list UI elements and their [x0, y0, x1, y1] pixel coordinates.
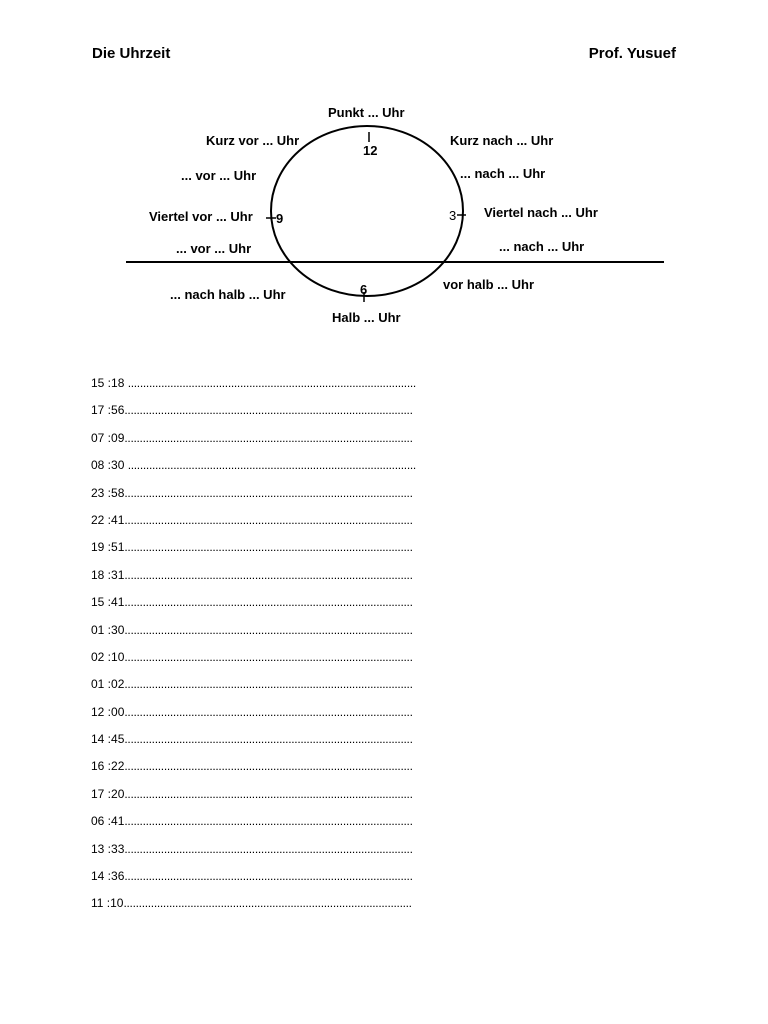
- time-label: 14 :45: [91, 732, 125, 747]
- exercise-row: [91, 785, 416, 812]
- answer-line[interactable]: ...............................................................................................: [127, 376, 416, 390]
- label-vor-upper: ... vor ... Uhr: [181, 168, 257, 183]
- answer-line[interactable]: ...............................................................................................: [124, 649, 413, 664]
- author-name: Prof. Yusuef: [588, 45, 676, 62]
- clock-number-3: 3: [449, 208, 457, 223]
- label-nach-halb: ... nach halb ... Uhr: [170, 287, 286, 302]
- time-label: 17 :56: [91, 403, 125, 418]
- answer-line[interactable]: ...............................................................................................: [124, 485, 413, 500]
- clock-number-12: 12: [363, 143, 378, 158]
- time-label: 15 :18: [91, 376, 128, 390]
- clock-number-6: 6: [360, 282, 368, 297]
- answer-line[interactable]: ...............................................................................................: [124, 759, 413, 774]
- answer-line[interactable]: ...............................................................................................: [124, 732, 413, 747]
- answer-line[interactable]: ...............................................................................................: [124, 403, 413, 418]
- clock-diagram: [0, 90, 768, 350]
- label-viertel-vor: Viertel vor ... Uhr: [149, 209, 253, 224]
- exercise-list: [91, 374, 416, 922]
- answer-line[interactable]: ...............................................................................................: [124, 595, 413, 610]
- time-label: 02 :10: [91, 649, 125, 664]
- label-nach-lower: ... nach ... Uhr: [499, 239, 585, 254]
- answer-line[interactable]: ...............................................................................................: [124, 814, 413, 829]
- label-vor-halb: vor halb ... Uhr: [443, 277, 535, 292]
- exercise-row: [91, 648, 416, 675]
- time-label: 16 :22: [91, 759, 125, 774]
- label-punkt: Punkt ... Uhr: [328, 105, 405, 120]
- answer-line[interactable]: ...............................................................................................: [124, 786, 413, 801]
- answer-line[interactable]: ...............................................................................................: [124, 622, 413, 637]
- time-label: 08 :30: [91, 458, 128, 473]
- clock-number-9: 9: [276, 211, 284, 226]
- time-label: 17 :20: [91, 786, 125, 801]
- exercise-row: [91, 374, 416, 401]
- time-label: 14 :36: [91, 869, 125, 884]
- label-kurz-vor: Kurz vor ... Uhr: [206, 133, 300, 148]
- exercise-row: [91, 401, 416, 428]
- time-label: 23 :58: [91, 485, 125, 500]
- exercise-row: [91, 730, 416, 757]
- exercise-row: [91, 840, 416, 867]
- label-viertel-nach: Viertel nach ... Uhr: [484, 205, 598, 220]
- answer-line[interactable]: ...............................................................................................: [124, 704, 413, 719]
- time-label: 15 :41: [91, 595, 125, 610]
- exercise-row: [91, 812, 416, 839]
- exercise-row: [91, 429, 416, 456]
- label-nach-upper: ... nach ... Uhr: [460, 166, 546, 181]
- exercise-row: [91, 867, 416, 894]
- answer-line[interactable]: ...............................................................................................: [124, 540, 413, 555]
- exercise-row: [91, 456, 416, 483]
- exercise-row: [91, 757, 416, 784]
- time-label: 11 :10: [91, 896, 124, 911]
- answer-line[interactable]: ...............................................................................................: [124, 430, 413, 445]
- time-label: 01 :02: [91, 677, 125, 692]
- time-label: 19 :51: [91, 540, 125, 555]
- time-label: 06 :41: [91, 814, 125, 829]
- exercise-row: [91, 566, 416, 593]
- label-halb: Halb ... Uhr: [332, 310, 401, 325]
- exercise-row: [91, 621, 416, 648]
- exercise-row: [91, 538, 416, 565]
- exercise-row: [91, 484, 416, 511]
- document-title: Die Uhrzeit: [92, 45, 171, 62]
- answer-line[interactable]: ...............................................................................................: [124, 869, 413, 884]
- answer-line[interactable]: ...............................................................................................: [124, 567, 413, 582]
- answer-line[interactable]: ...............................................................................................: [127, 458, 416, 473]
- exercise-row: [91, 511, 416, 538]
- answer-line[interactable]: ...............................................................................................: [123, 896, 412, 911]
- time-label: 01 :30: [91, 622, 125, 637]
- label-vor-lower: ... vor ... Uhr: [176, 241, 252, 256]
- time-label: 18 :31: [91, 567, 125, 582]
- exercise-row: [91, 894, 416, 921]
- time-label: 12 :00: [91, 704, 125, 719]
- time-label: 22 :41: [91, 512, 125, 527]
- exercise-row: [91, 675, 416, 702]
- time-label: 07 :09: [91, 430, 125, 445]
- answer-line[interactable]: ...............................................................................................: [124, 841, 413, 856]
- exercise-row: [91, 593, 416, 620]
- time-label: 13 :33: [91, 841, 125, 856]
- label-kurz-nach: Kurz nach ... Uhr: [450, 133, 554, 148]
- answer-line[interactable]: ...............................................................................................: [124, 677, 413, 692]
- exercise-row: [91, 703, 416, 730]
- answer-line[interactable]: ...............................................................................................: [124, 512, 413, 527]
